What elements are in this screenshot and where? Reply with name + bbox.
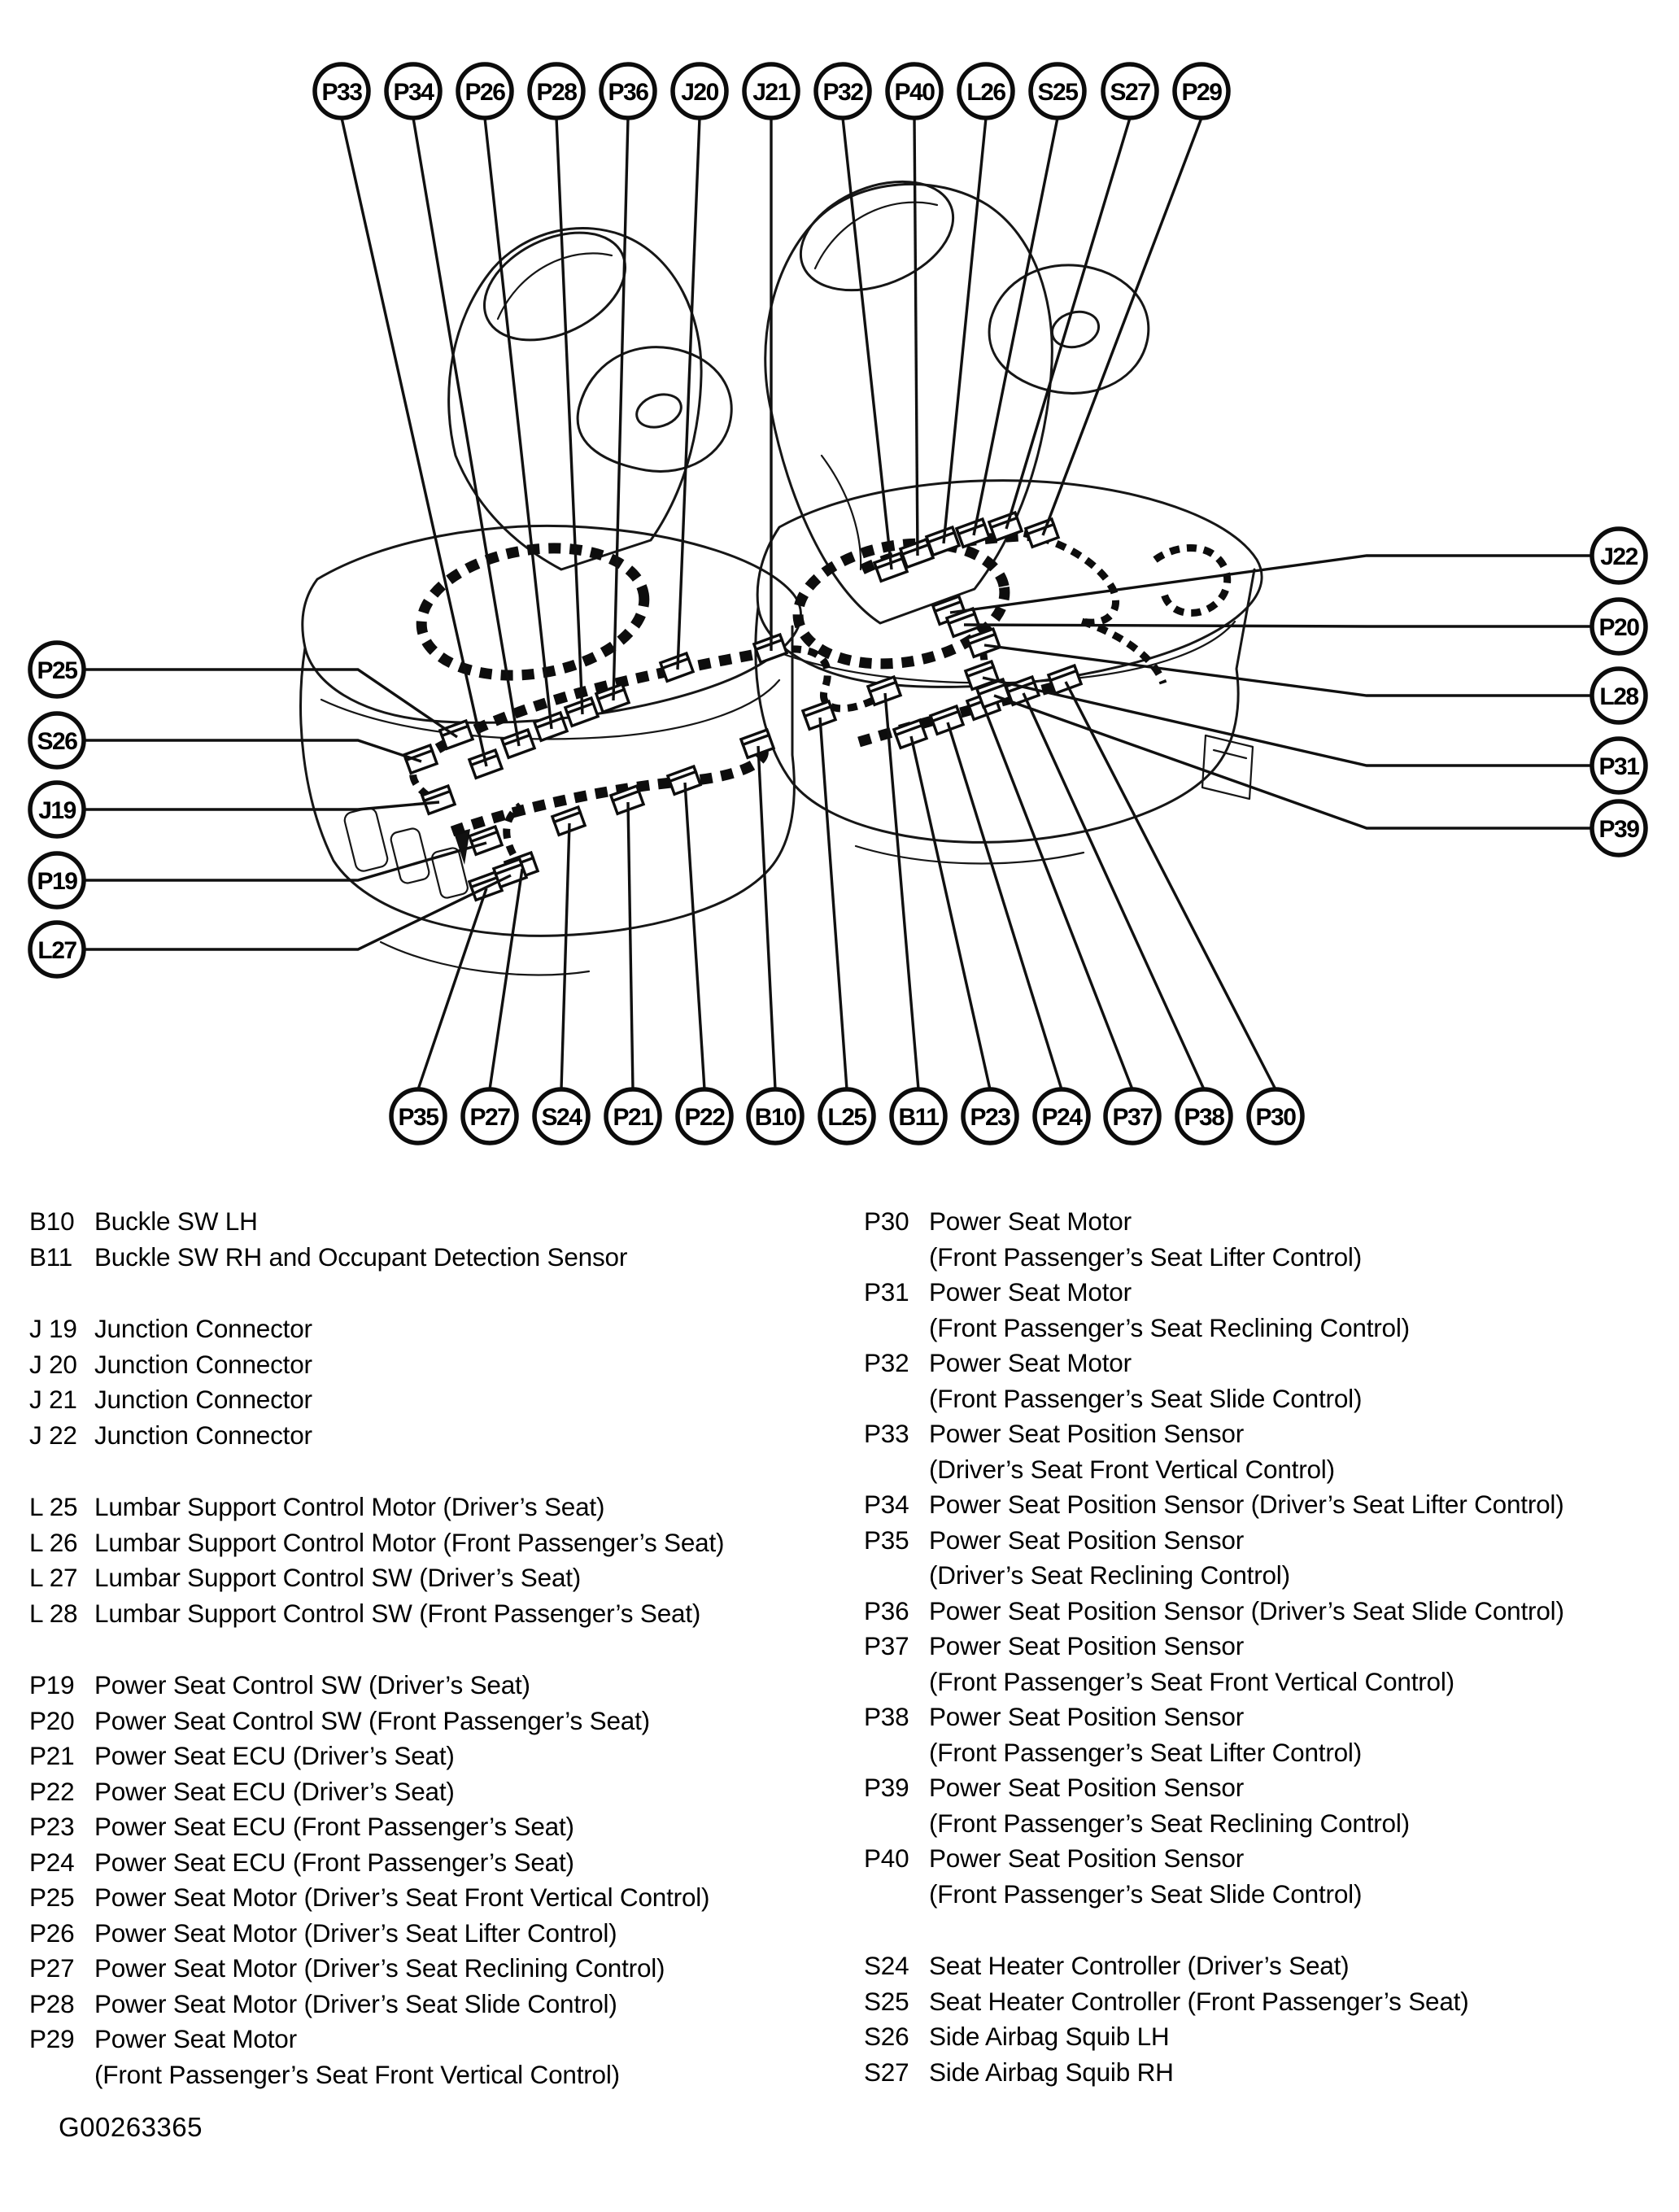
leader-line-P20	[964, 625, 1592, 626]
leader-line-S25	[974, 118, 1058, 535]
callout-P27	[463, 1089, 517, 1143]
legend-code: P34	[864, 1490, 909, 1519]
callout-label-S24: S24	[541, 1104, 582, 1131]
callout-label-S27: S27	[1110, 79, 1150, 106]
legend-entry	[864, 1346, 1673, 1381]
callout-P21	[606, 1089, 660, 1143]
callout-label-P20: P20	[1598, 614, 1639, 641]
legend-description: Power Seat Control SW (Driver’s Seat)	[94, 1670, 530, 1699]
callout-P20	[1592, 600, 1646, 653]
connector-block	[1026, 519, 1058, 547]
legend-entry	[29, 1916, 851, 1952]
legend-left-column	[29, 1204, 851, 2092]
legend-entry	[29, 1240, 851, 1276]
legend-code: S24	[864, 1951, 909, 1980]
legend-code: J 19	[29, 1314, 77, 1343]
callout-label-P28: P28	[536, 79, 577, 106]
legend-description: Power Seat Position Sensor (Driver’s Seat Lifter Control)	[929, 1490, 1564, 1519]
callout-label-P40: P40	[894, 79, 935, 106]
legend-description-cont: (Driver’s Seat Front Vertical Control)	[929, 1454, 1335, 1484]
legend-description: Lumbar Support Control SW (Driver’s Seat)	[94, 1563, 582, 1592]
legend-description: Power Seat Position Sensor	[929, 1631, 1245, 1660]
legend-code: P24	[29, 1847, 75, 1877]
legend-description: Power Seat ECU (Driver’s Seat)	[94, 1741, 455, 1770]
legend-description: Seat Heater Controller (Front Passenger’s Seat)	[929, 1986, 1469, 2016]
legend-entry	[864, 1594, 1673, 1630]
leader-line-B10	[758, 746, 775, 1089]
legend-code: P28	[29, 1988, 75, 2018]
legend-code: L 25	[29, 1492, 78, 1521]
callout-label-P29: P29	[1181, 79, 1222, 106]
connector-block	[868, 677, 901, 705]
legend-code: P40	[864, 1843, 909, 1873]
leader-line-P38	[1023, 693, 1204, 1089]
seatbelt-buckle-line	[822, 456, 861, 569]
legend-entry	[29, 1525, 851, 1561]
legend-description: Power Seat ECU (Front Passenger’s Seat)	[94, 1847, 574, 1877]
connector-block	[440, 721, 473, 748]
callout-P28	[530, 64, 583, 118]
callout-P35	[391, 1089, 445, 1143]
callout-label-P19: P19	[37, 868, 77, 895]
legend-entry	[29, 1739, 851, 1774]
callout-label-L25: L25	[827, 1104, 866, 1131]
callout-P26	[458, 64, 512, 118]
legend-entry	[864, 2019, 1673, 2055]
callout-L28	[1592, 669, 1646, 722]
driver-headrest-seam	[498, 253, 612, 319]
passenger-seat	[756, 161, 1262, 864]
legend-entry	[29, 1204, 851, 1240]
legend-code: P25	[29, 1883, 75, 1912]
legend-description: Power Seat Position Sensor	[929, 1419, 1245, 1448]
connector-block	[469, 827, 502, 854]
callout-label-P38: P38	[1184, 1104, 1224, 1131]
legend-description: Seat Heater Controller (Driver’s Seat)	[929, 1951, 1350, 1980]
legend-entry	[864, 1699, 1673, 1735]
callout-label-P25: P25	[37, 657, 77, 684]
connector-block	[422, 786, 455, 814]
callout-L25	[820, 1089, 874, 1143]
leader-line-J20	[678, 118, 700, 670]
legend-code: B10	[29, 1206, 75, 1236]
driver-cushion-top	[303, 526, 801, 722]
callout-label-P39: P39	[1598, 816, 1639, 843]
legend-description: Power Seat Motor	[94, 2024, 297, 2053]
legend-code: L 26	[29, 1527, 78, 1557]
legend-group	[29, 1204, 851, 1275]
legend-entry	[29, 1490, 851, 1525]
leader-line-L25	[820, 718, 847, 1089]
connector-block	[931, 706, 963, 734]
legend-code: J 21	[29, 1385, 77, 1414]
legend-description: Power Seat Position Sensor	[929, 1773, 1245, 1802]
callout-label-B11: B11	[898, 1104, 939, 1131]
callout-P36	[601, 64, 655, 118]
callout-label-J21: J21	[752, 79, 790, 106]
legend-description-cont: (Driver’s Seat Reclining Control)	[929, 1560, 1290, 1590]
legend-description: Power Seat Motor	[929, 1206, 1132, 1236]
callout-S25	[1031, 64, 1084, 118]
legend-description-cont: (Front Passenger’s Seat Reclining Control)	[929, 1312, 1410, 1342]
legend-entry	[29, 1347, 851, 1383]
legend-code: P26	[29, 1918, 75, 1948]
leader-line-P36	[613, 118, 628, 700]
callout-label-L27: L27	[37, 937, 76, 964]
callout-label-S26: S26	[37, 728, 77, 755]
legend-entry	[864, 1984, 1673, 2020]
legend-description-cont: (Front Passenger’s Seat Front Vertical Control)	[929, 1666, 1454, 1696]
legend-description-cont: (Front Passenger’s Seat Slide Control)	[929, 1878, 1363, 1909]
callout-label-P30: P30	[1255, 1104, 1296, 1131]
callout-P25	[30, 643, 84, 696]
figure-number: G00263365	[59, 2112, 203, 2142]
legend-code: P37	[864, 1631, 909, 1660]
callout-label-B10: B10	[754, 1104, 796, 1131]
leader-line-P24	[948, 722, 1062, 1089]
legend-code: B11	[29, 1241, 73, 1272]
legend-description: Lumbar Support Control Motor (Driver’s Seat)	[94, 1492, 605, 1521]
legend-description: Power Seat Motor (Driver’s Seat Lifter Control)	[94, 1918, 617, 1948]
driver-seat-rail	[381, 942, 589, 975]
callout-label-P27: P27	[469, 1104, 510, 1131]
legend-description: Power Seat Position Sensor	[929, 1843, 1245, 1873]
legend-code: S26	[864, 2022, 909, 2051]
legend-description: Junction Connector	[94, 1314, 312, 1343]
callout-S27	[1103, 64, 1157, 118]
driver-switch-pocket	[390, 827, 430, 885]
legend-code: P30	[864, 1206, 909, 1236]
legend-description-cont: (Front Passenger’s Seat Front Vertical Control)	[94, 2059, 620, 2089]
passenger-recliner-hole	[1049, 307, 1103, 352]
legend-code: P35	[864, 1525, 909, 1555]
callout-label-P21: P21	[613, 1104, 653, 1131]
legend-entry	[29, 1774, 851, 1810]
legend-group	[29, 1668, 851, 2092]
leader-line-P33	[342, 118, 486, 766]
callout-P34	[386, 64, 440, 118]
leader-line-P23	[911, 736, 990, 1089]
callout-J20	[673, 64, 726, 118]
leader-lines	[84, 118, 1592, 1089]
callout-P37	[1106, 1089, 1159, 1143]
legend-code: P38	[864, 1702, 909, 1731]
legend-entry	[29, 1809, 851, 1845]
connector-block	[894, 720, 927, 748]
callout-label-P36: P36	[608, 79, 648, 106]
legend-entry	[864, 1275, 1673, 1311]
callout-P39	[1592, 801, 1646, 855]
legend-entry	[864, 1523, 1673, 1559]
callout-P23	[963, 1089, 1017, 1143]
legend-entry	[29, 2022, 851, 2057]
callout-J19	[30, 783, 84, 836]
driver-switch-pocket	[343, 806, 390, 872]
legend-code: P23	[29, 1812, 75, 1841]
legend-code: P19	[29, 1670, 75, 1699]
legend-code: L 27	[29, 1563, 78, 1592]
legend-entry	[29, 1845, 851, 1881]
legend-code: J 22	[29, 1420, 77, 1450]
legend-description: Power Seat Motor	[929, 1277, 1132, 1307]
legend-description: Power Seat Motor (Driver’s Seat Slide Control)	[94, 1988, 617, 2018]
callout-label-P32: P32	[822, 79, 863, 106]
legend-entry	[864, 1416, 1673, 1452]
legend-code: P36	[864, 1595, 909, 1625]
legend-entry	[29, 1668, 851, 1704]
legend-entry	[864, 1948, 1673, 1984]
callout-P29	[1175, 64, 1228, 118]
driver-recliner-panel	[578, 347, 731, 472]
passenger-cushion-top	[757, 481, 1262, 687]
legend-entry	[864, 1204, 1673, 1240]
legend-description: Power Seat ECU (Front Passenger’s Seat)	[94, 1812, 574, 1841]
callout-label-P22: P22	[684, 1104, 725, 1131]
passenger-headrest	[785, 161, 970, 312]
legend-entry	[864, 1629, 1673, 1664]
legend-entry	[29, 1418, 851, 1454]
callout-P24	[1035, 1089, 1088, 1143]
callout-P31	[1592, 739, 1646, 792]
legend-description: Power Seat Control SW (Front Passenger’s Seat)	[94, 1705, 650, 1735]
callout-L27	[30, 923, 84, 976]
legend-description: Side Airbag Squib LH	[929, 2022, 1170, 2051]
callout-label-L26: L26	[966, 79, 1005, 106]
callout-label-P26: P26	[464, 79, 505, 106]
legend-right-column	[864, 1204, 1673, 2090]
legend-code: P27	[29, 1953, 75, 1983]
leader-line-P30	[1066, 682, 1276, 1089]
legend-description: Power Seat ECU (Driver’s Seat)	[94, 1776, 455, 1806]
legend-description: Power Seat Motor (Driver’s Seat Front Vertical Control)	[94, 1883, 710, 1912]
legend-entry	[29, 1560, 851, 1596]
legend-entry	[29, 1382, 851, 1418]
leader-line-S24	[561, 823, 569, 1089]
legend-description-cont: (Front Passenger’s Seat Lifter Control)	[929, 1241, 1363, 1272]
legend-code: S25	[864, 1986, 909, 2016]
leader-line-P26	[485, 118, 552, 729]
legend-code: P32	[864, 1348, 909, 1377]
legend-code: L 28	[29, 1598, 78, 1628]
legend-group	[29, 1311, 851, 1453]
callout-label-P31: P31	[1598, 753, 1639, 780]
callout-label-L28: L28	[1599, 683, 1638, 710]
legend-group	[864, 1204, 1673, 1912]
legend-entry	[864, 1487, 1673, 1523]
driver-seat	[301, 212, 801, 975]
legend-description: Power Seat Position Sensor	[929, 1702, 1245, 1731]
leader-line-J19	[84, 802, 439, 809]
callout-J21	[744, 64, 798, 118]
callout-P38	[1177, 1089, 1231, 1143]
leader-line-P37	[984, 708, 1132, 1089]
callout-P19	[30, 853, 84, 907]
legend-description: Power Seat Position Sensor (Driver’s Seat Slide Control)	[929, 1595, 1564, 1625]
callout-label-P34: P34	[393, 79, 434, 106]
leader-line-P31	[983, 678, 1592, 766]
legend-group	[29, 1490, 851, 1631]
callout-B11	[892, 1089, 945, 1143]
legend-entry	[864, 1770, 1673, 1806]
legend-description: Power Seat Position Sensor	[929, 1525, 1245, 1555]
callout-P30	[1249, 1089, 1302, 1143]
legend-code: P22	[29, 1776, 75, 1806]
callout-label-S25: S25	[1037, 79, 1078, 106]
legend-code: P33	[864, 1419, 909, 1448]
legend-description-cont: (Front Passenger’s Seat Reclining Control)	[929, 1808, 1410, 1838]
leader-line-P27	[490, 869, 522, 1089]
legend-entry	[864, 1841, 1673, 1877]
legend-description: Power Seat Motor (Driver’s Seat Reclining Control)	[94, 1953, 665, 1983]
legend-description: Junction Connector	[94, 1349, 312, 1379]
leader-line-J22	[950, 556, 1592, 613]
passenger-headrest-seam	[815, 203, 937, 268]
legend-code: P20	[29, 1705, 75, 1735]
leader-line-L27	[84, 875, 511, 949]
legend-group	[864, 1948, 1673, 2090]
leader-line-P25	[84, 670, 457, 737]
legend-code: P21	[29, 1741, 75, 1770]
callout-label-P35: P35	[398, 1104, 438, 1131]
legend-code: P29	[29, 2024, 75, 2053]
passenger-seat-rail	[856, 846, 1084, 863]
callout-S24	[534, 1089, 588, 1143]
connector-block	[1049, 665, 1081, 693]
legend-entry	[864, 2055, 1673, 2091]
callout-label-J22: J22	[1600, 543, 1638, 570]
legend-code: J 20	[29, 1349, 77, 1379]
legend-description-cont: (Front Passenger’s Seat Slide Control)	[929, 1383, 1363, 1413]
legend-entry	[29, 1880, 851, 1916]
legend-description: Lumbar Support Control SW (Front Passenger’s Seat)	[94, 1598, 701, 1628]
leader-line-P19	[84, 843, 486, 880]
callout-P32	[816, 64, 870, 118]
callout-label-P33: P33	[321, 79, 362, 106]
callout-B10	[748, 1089, 802, 1143]
legend-code: P39	[864, 1773, 909, 1802]
passenger-recliner-panel	[989, 265, 1149, 394]
legend-description: Junction Connector	[94, 1420, 312, 1450]
callout-P40	[887, 64, 941, 118]
callout-P22	[678, 1089, 731, 1143]
leader-line-P35	[418, 888, 486, 1089]
callout-L26	[959, 64, 1013, 118]
legend-description: Lumbar Support Control Motor (Front Passenger’s Seat)	[94, 1527, 725, 1557]
callout-label-P37: P37	[1112, 1104, 1153, 1131]
connector-block	[967, 629, 1000, 657]
legend-description: Buckle SW LH	[94, 1206, 258, 1236]
legend-description: Junction Connector	[94, 1385, 312, 1414]
callout-J22	[1592, 529, 1646, 582]
callout-P33	[315, 64, 369, 118]
passenger-bracket	[1202, 735, 1253, 799]
legend-description-cont: (Front Passenger’s Seat Lifter Control)	[929, 1737, 1363, 1767]
leader-line-P21	[628, 802, 633, 1089]
driver-recliner-hole	[632, 389, 685, 432]
legend-entry	[29, 1311, 851, 1347]
legend-entry	[29, 1987, 851, 2022]
legend-code: S27	[864, 2057, 909, 2087]
callout-label-J20: J20	[681, 79, 718, 106]
legend-description: Side Airbag Squib RH	[929, 2057, 1174, 2087]
leader-line-P22	[685, 783, 704, 1089]
legend-code: P31	[864, 1277, 909, 1307]
connector-block	[404, 745, 437, 773]
legend-entry	[29, 1596, 851, 1632]
callout-S26	[30, 713, 84, 767]
leader-line-S26	[84, 740, 421, 761]
legend-entry	[29, 1704, 851, 1739]
legend-description: Buckle SW RH and Occupant Detection Sensor	[94, 1241, 628, 1272]
callout-label-P23: P23	[970, 1104, 1010, 1131]
callout-label-J19: J19	[38, 797, 76, 824]
legend-description: Power Seat Motor	[929, 1348, 1132, 1377]
legend-entry	[29, 1951, 851, 1987]
callout-label-P24: P24	[1041, 1104, 1082, 1131]
